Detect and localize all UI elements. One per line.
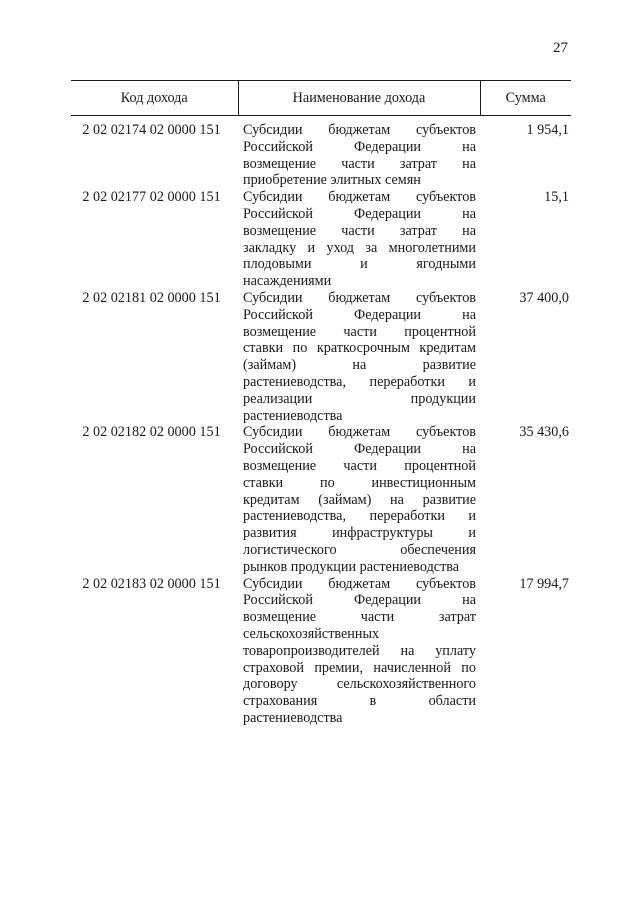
income-name-line: Субсидии бюджетам субъектов — [243, 424, 476, 441]
income-name-line: Субсидии бюджетам субъектов — [243, 289, 476, 306]
income-name-line: плодовыми и ягодными — [243, 256, 476, 273]
income-name-line: сельскохозяйственных — [243, 625, 380, 642]
income-sum: 15,1 — [544, 189, 569, 206]
table-row — [71, 116, 571, 190]
income-name — [238, 116, 480, 190]
income-name-line: возмещение части процентной — [243, 457, 476, 474]
income-name-line: Субсидии бюджетам субъектов — [243, 122, 476, 138]
income-name — [238, 290, 480, 424]
income-name-line: логистического обеспечения — [243, 541, 476, 558]
income-name — [238, 576, 480, 727]
income-name-line: возмещение части затрат — [243, 609, 476, 626]
income-name-line: закладку и уход за многолетними — [243, 239, 476, 256]
income-name-line: возмещение части процентной — [243, 323, 476, 340]
income-name-line: ставки по инвестиционным — [243, 474, 476, 491]
table-header-row — [71, 81, 571, 116]
income-name-line: растениеводства, переработки и — [243, 508, 476, 525]
income-sum: 17 994,7 — [519, 575, 569, 592]
table-row — [71, 290, 571, 424]
income-name — [238, 189, 480, 290]
income-code: 2 02 02183 02 0000 151 — [82, 575, 221, 592]
income-name-line: кредитам (займам) на развитие — [243, 491, 476, 508]
header-name: Наименование дохода — [238, 81, 480, 116]
income-name-line: Субсидии бюджетам субъектов — [243, 575, 476, 592]
table-row — [71, 424, 571, 575]
income-code: 2 02 02182 02 0000 151 — [82, 424, 221, 441]
income-sum: 35 430,6 — [519, 424, 569, 441]
table-row — [71, 189, 571, 290]
income-name-line: Российской Федерации на — [243, 306, 476, 323]
income-name-line: страховой премии, начисленной по — [243, 659, 476, 676]
income-name-line: (займам) на развитие — [243, 357, 476, 374]
income-code: 2 02 02177 02 0000 151 — [82, 189, 221, 206]
income-name-line: растениеводства, переработки и — [243, 373, 476, 390]
income-name-line: Российской Федерации на — [243, 592, 476, 609]
income-name-line: Российской Федерации на — [243, 205, 476, 222]
income-name-line: насаждениями — [243, 273, 332, 290]
income-name-line: страхования в области — [243, 693, 476, 710]
income-name-line: приобретение элитных семян — [243, 172, 421, 189]
income-sum: 37 400,0 — [519, 289, 569, 306]
income-name-line: возмещение части затрат на — [243, 222, 476, 239]
header-sum: Сумма — [480, 81, 571, 116]
income-name-line: растениеводства — [243, 407, 343, 424]
income-name-line: товаропроизводителей на уплату — [243, 642, 476, 659]
income-name-line: реализации продукции — [243, 390, 476, 407]
income-name-line: ставки по краткосрочным кредитам — [243, 340, 476, 357]
income-code: 2 02 02181 02 0000 151 — [82, 289, 221, 306]
income-code: 2 02 02174 02 0000 151 — [82, 122, 221, 138]
income-name-line: Российской Федерации на — [243, 138, 476, 155]
table-row — [71, 576, 571, 727]
income-name-line: возмещение части затрат на — [243, 155, 476, 172]
page-number: 27 — [553, 40, 568, 56]
income-table — [71, 80, 571, 727]
income-name-line: рынков продукции растениеводства — [243, 558, 460, 575]
income-name-line: договору сельскохозяйственного — [243, 676, 476, 693]
income-sum: 1 954,1 — [526, 122, 569, 138]
income-name-line: развития инфраструктуры и — [243, 525, 476, 542]
income-name-line: растениеводства — [243, 709, 343, 726]
income-name — [238, 424, 480, 575]
income-name-line: Российской Федерации на — [243, 441, 476, 458]
income-name-line: Субсидии бюджетам субъектов — [243, 189, 476, 206]
header-code: Код дохода — [71, 81, 238, 116]
